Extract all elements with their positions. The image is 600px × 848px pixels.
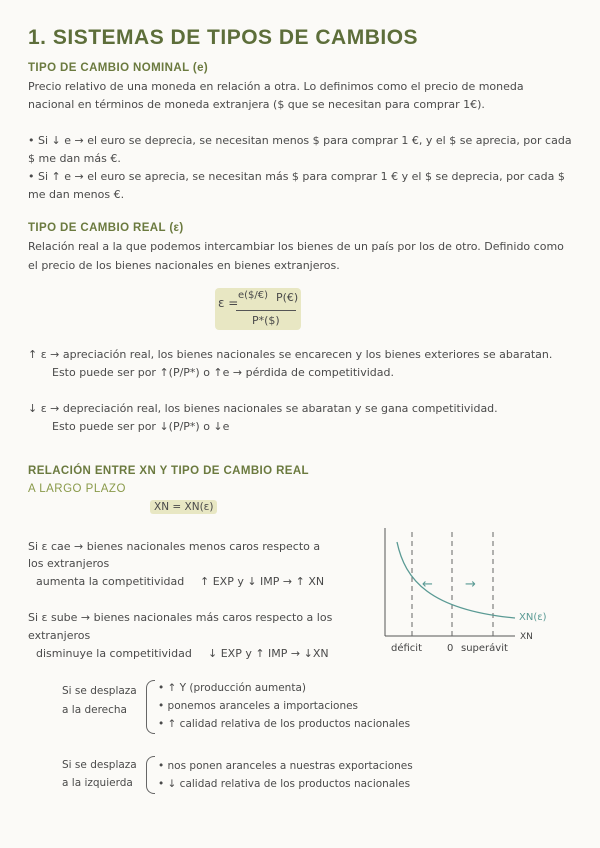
relation-heading: RELACIÓN ENTRE XN Y TIPO DE CAMBIO REAL: [28, 465, 309, 477]
real-down-line1: ↓ ε → depreciación real, los bienes nacionales se abaratan y se gana competitividad.: [28, 402, 498, 415]
fall-line3: aumenta la competitividad: [36, 575, 185, 588]
shift-right-label1: Si se desplaza: [62, 685, 137, 697]
real-up-line1: ↑ ε → apreciación real, los bienes nacionales se encarecen y los bienes exteriores se abaratan.: [28, 348, 553, 361]
chart-arrow-right: →: [465, 577, 476, 592]
nominal-def-line1: Precio relativo de una moneda en relación a otra. Lo definimos como el precio de moneda: [28, 80, 524, 93]
real-up-line2: Esto puede ser por ↑(P/P*) o ↑e → pérdida de competitividad.: [52, 366, 394, 379]
chart-arrow-left: ←: [422, 577, 433, 592]
shift-left-brace: [146, 756, 155, 794]
xn-equation: XN = XN(ε): [150, 500, 217, 514]
shift-left-label1: Si se desplaza: [62, 759, 137, 771]
fall-line1: Si ε cae → bienes nacionales menos caros respecto a: [28, 540, 321, 553]
fall-line2: los extranjeros: [28, 557, 110, 570]
chart-x-label: XN: [520, 632, 533, 642]
shift-left-item: • nos ponen aranceles a nuestras exportaciones: [158, 760, 413, 772]
chart-tick-zero: 0: [447, 643, 454, 654]
rise-line2: extranjeros: [28, 629, 91, 642]
rise-line4: ↓ EXP y ↑ IMP → ↓XN: [208, 647, 329, 660]
nominal-bullet1-line1: • Si ↓ e → el euro se deprecia, se necesitan menos $ para comprar 1 €, y el $ se aprecia, por cada: [28, 134, 572, 147]
formula-numerator-p: P(€): [276, 291, 299, 304]
shift-left-item: • ↓ calidad relativa de los productos nacionales: [158, 778, 411, 790]
rise-line3: disminuye la competitividad: [36, 647, 192, 660]
relation-subheading: A LARGO PLAZO: [28, 483, 126, 495]
shift-right-item: • ponemos aranceles a importaciones: [158, 700, 359, 712]
nominal-def-line2: nacional en términos de moneda extranjera ($ que se necesitan para comprar 1€).: [28, 98, 485, 111]
chart-tick-deficit: déficit: [391, 643, 422, 654]
chart-tick-superavit: superávit: [461, 643, 508, 654]
formula-numerator-e: e($/€): [238, 290, 269, 301]
shift-right-item: • ↑ Y (producción aumenta): [158, 682, 306, 694]
nominal-bullet2-line2: me dan menos €.: [28, 188, 125, 201]
shift-right-item: • ↑ calidad relativa de los productos nacionales: [158, 718, 411, 730]
chart-series-label: XN(ε): [519, 612, 547, 623]
formula-epsilon: ε =: [218, 296, 239, 310]
rise-line1: Si ε sube → bienes nacionales más caros respecto a los: [28, 611, 333, 624]
real-heading: TIPO DE CAMBIO REAL (ε): [28, 222, 184, 234]
real-def-line2: el precio de los bienes nacionales en bienes extranjeros.: [28, 259, 340, 272]
page-title: 1. SISTEMAS DE TIPOS DE CAMBIOS: [28, 26, 419, 49]
shift-right-brace: [146, 680, 155, 734]
formula-denominator: P*($): [252, 314, 280, 327]
shift-left-label2: a la izquierda: [62, 777, 133, 789]
shift-right-label2: a la derecha: [62, 704, 127, 716]
chart-xn-curve: [397, 542, 515, 618]
nominal-bullet2-line1: • Si ↑ e → el euro se aprecia, se necesitan más $ para comprar 1 € y el $ se deprecia, por cada $: [28, 170, 565, 183]
real-down-line2: Esto puede ser por ↓(P/P*) o ↓e: [52, 420, 230, 433]
formula-fraction-bar: [236, 310, 296, 311]
nominal-heading: TIPO DE CAMBIO NOMINAL (e): [28, 62, 209, 74]
xn-chart: [375, 520, 575, 660]
real-def-line1: Relación real a la que podemos intercambiar los bienes de un país por los de otro. Definido como: [28, 240, 564, 253]
fall-line4: ↑ EXP y ↓ IMP → ↑ XN: [200, 575, 325, 588]
nominal-bullet1-line2: $ me dan más €.: [28, 152, 121, 165]
